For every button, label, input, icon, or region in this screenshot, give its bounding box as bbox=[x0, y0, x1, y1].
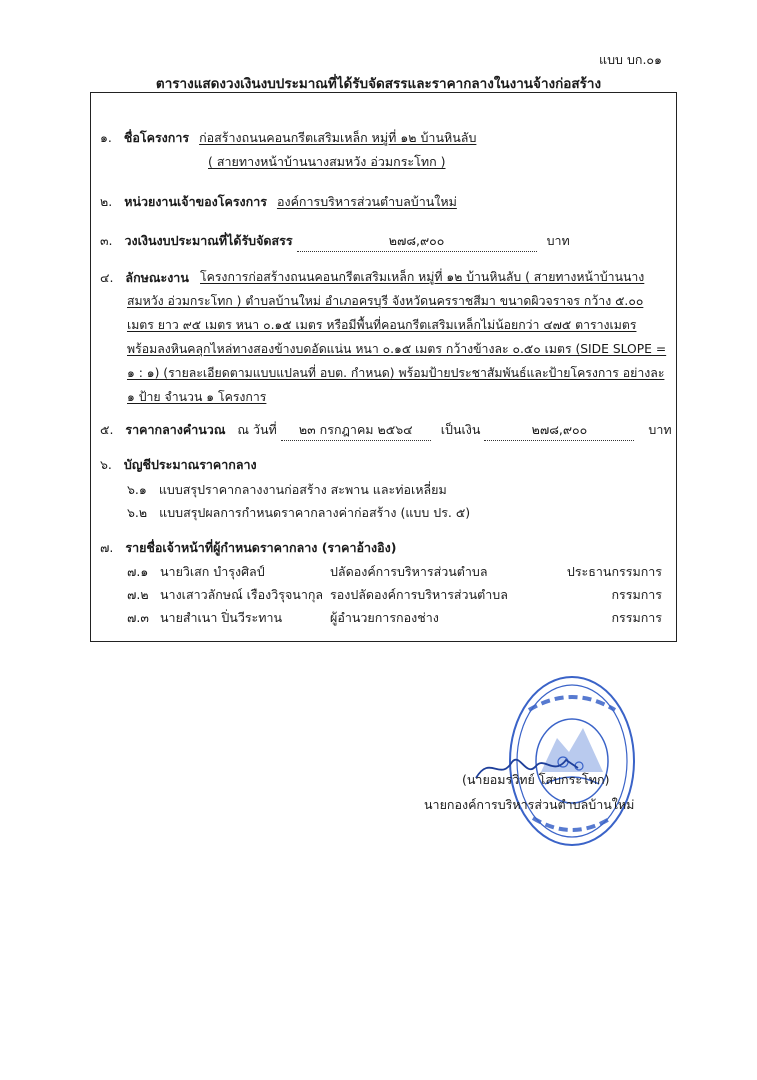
item4-number: ๔. bbox=[100, 270, 114, 285]
item2-number: ๒. bbox=[100, 194, 113, 209]
item5-date-prefix: ณ วันที่ bbox=[237, 422, 277, 437]
item5-label: ราคากลางคำนวณ bbox=[125, 422, 226, 437]
item4-label: ลักษณะงาน bbox=[125, 270, 189, 285]
item1-value-line2: ( สายทางหน้าบ้านนางสมหวัง อ่วมกระโทก ) bbox=[208, 154, 446, 169]
item6-subitem-number: ๖.๒ bbox=[127, 505, 148, 520]
officer-position: ปลัดองค์การบริหารส่วนตำบล bbox=[330, 564, 488, 579]
officer-position: ผู้อำนวยการกองช่าง bbox=[330, 610, 439, 625]
officer-role: กรรมการ bbox=[611, 610, 662, 625]
item5-amount-prefix: เป็นเงิน bbox=[440, 422, 481, 437]
item6-subitem-text: แบบสรุปผลการกำหนดราคากลางค่าก่อสร้าง (แบบ ปร. ๕) bbox=[159, 505, 471, 520]
item7-head bbox=[100, 538, 396, 558]
item2-value: องค์การบริหารส่วนตำบลบ้านใหม่ bbox=[276, 194, 457, 209]
item1-label: ชื่อโครงการ bbox=[123, 130, 190, 145]
item6-head bbox=[100, 455, 257, 475]
item6-number: ๖. bbox=[100, 457, 112, 472]
item1-row bbox=[100, 128, 476, 148]
item4-desc-line1: โครงการก่อสร้างถนนคอนกรีตเสริมเหล็ก หมู่ที่ ๑๒ บ้านหินลับ ( สายทางหน้าบ้านนาง bbox=[200, 270, 645, 284]
item4-desc-line2: สมหวัง อ่วมกระโทก ) ตำบลบ้านใหม่ อำเภอครบุรี จังหวัดนครราชสีมา ขนาดผิวจราจร กว้าง ๕.๐๐ bbox=[127, 294, 644, 308]
signatory-title: นายกองค์การบริหารส่วนตำบลบ้านใหม่ bbox=[424, 797, 635, 812]
item3-number: ๓. bbox=[100, 233, 113, 248]
item4-desc-line5: ๑ : ๑) (รายละเอียดตามแบบแปลนที่ อบต. กำหนด) พร้อมป้ายประชาสัมพันธ์และป้ายโครงการ อย่างละ bbox=[127, 366, 665, 380]
item5-row bbox=[100, 420, 672, 441]
item6-subitem-text: แบบสรุปราคากลางงานก่อสร้าง สะพาน และท่อเหลี่ยม bbox=[158, 482, 447, 497]
item5-unit: บาท bbox=[648, 422, 672, 437]
item1-value: ก่อสร้างถนนคอนกรีตเสริมเหล็ก หมู่ที่ ๑๒ บ้านหินลับ bbox=[199, 130, 477, 145]
officer-role: กรรมการ bbox=[611, 587, 662, 602]
officer-name: นางเสาวลักษณ์ เรืองวิรุจนากุล bbox=[160, 587, 324, 602]
item5-amount: ๒๗๘,๙๐๐ bbox=[484, 420, 634, 441]
item7-number: ๗. bbox=[100, 540, 114, 555]
item6-subitem bbox=[127, 503, 470, 523]
form-code: แบบ บก.๐๑ bbox=[599, 52, 662, 67]
item3-row bbox=[100, 231, 570, 252]
officer-number: ๗.๒ bbox=[127, 587, 149, 602]
officer-name: นายสำเนา ปิ่นวีระทาน bbox=[160, 610, 283, 625]
item2-label: หน่วยงานเจ้าของโครงการ bbox=[124, 194, 267, 209]
officer-name: นายวิเสก บำรุงศิลป์ bbox=[160, 564, 265, 579]
document-title: ตารางแสดงวงเงินงบประมาณที่ได้รับจัดสรรและราคากลางในงานจ้างก่อสร้าง bbox=[155, 76, 602, 92]
item6-subitem-number: ๖.๑ bbox=[127, 482, 147, 497]
officer-number: ๗.๑ bbox=[127, 564, 149, 579]
item3-unit: บาท bbox=[546, 233, 570, 248]
item1-number: ๑. bbox=[100, 130, 112, 145]
item7-label: รายชื่อเจ้าหน้าที่ผู้กำหนดราคากลาง (ราคาอ้างอิง) bbox=[125, 540, 397, 555]
officer-position: รองปลัดองค์การบริหารส่วนตำบล bbox=[330, 587, 508, 602]
item6-label: บัญชีประมาณราคากลาง bbox=[123, 457, 257, 472]
item4-head bbox=[100, 268, 189, 288]
item5-number: ๕. bbox=[100, 422, 114, 437]
item4-desc-line4: พร้อมลงหินคลุกไหล่ทางสองข้างบดอัดแน่น หนา ๐.๑๕ เมตร กว้างข้างละ ๐.๕๐ เมตร (SIDE SLOPE = bbox=[127, 342, 667, 356]
item6-subitem bbox=[127, 480, 447, 500]
item2-row bbox=[100, 192, 457, 212]
item5-date: ๒๓ กรกฎาคม ๒๕๖๔ bbox=[281, 420, 431, 441]
signatory-name: (นายอมรวิทย์ โสบกระโทก) bbox=[462, 772, 610, 787]
item4-desc-line3: เมตร ยาว ๙๕ เมตร หนา ๐.๑๕ เมตร หรือมีพื้นที่คอนกรีตเสริมเหล็กไม่น้อยกว่า ๔๗๕ ตารางเมตร bbox=[127, 318, 637, 332]
item3-label: วงเงินงบประมาณที่ได้รับจัดสรร bbox=[124, 233, 293, 248]
officer-number: ๗.๓ bbox=[127, 610, 149, 625]
item4-desc-line6: ๑ ป้าย จำนวน ๑ โครงการ bbox=[127, 390, 267, 404]
item3-amount: ๒๗๘,๙๐๐ bbox=[297, 231, 537, 252]
officer-role: ประธานกรรมการ bbox=[566, 564, 662, 579]
